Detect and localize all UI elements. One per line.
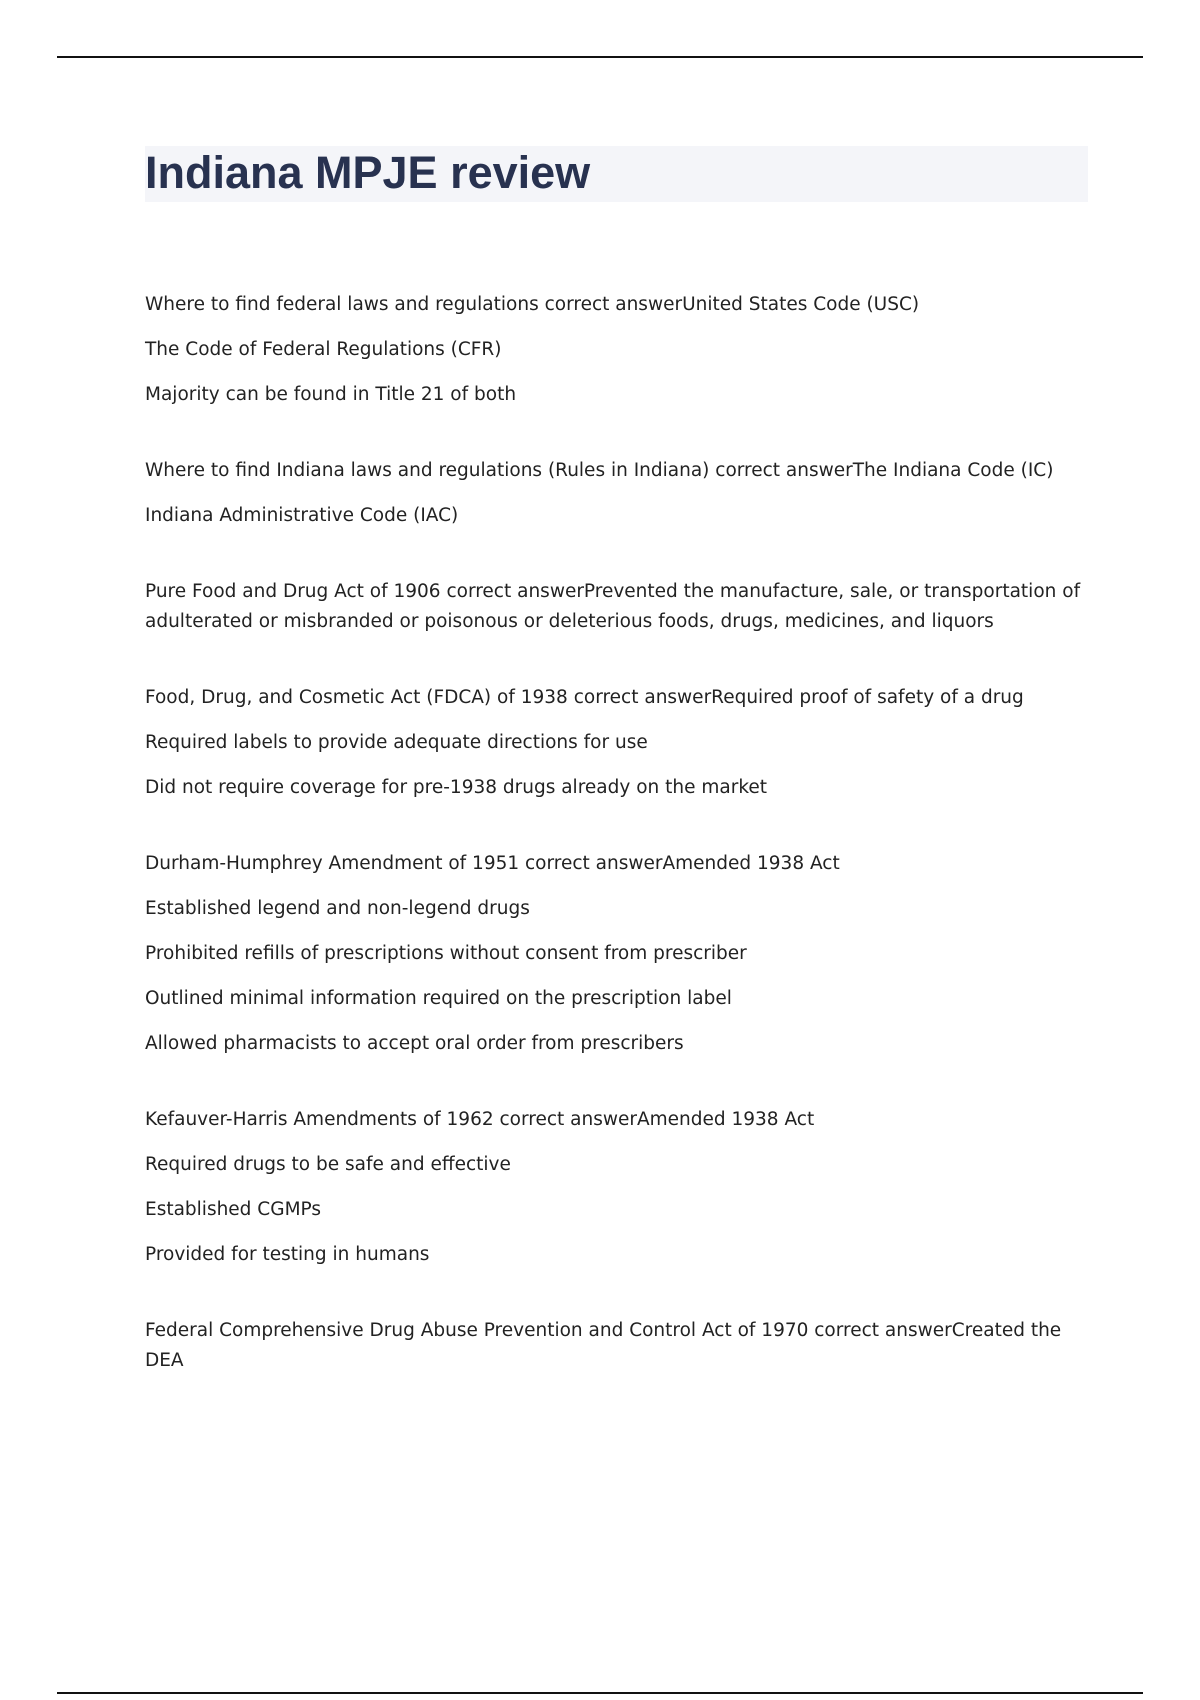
- entry-line: Federal Comprehensive Drug Abuse Prevention and Control Act of 1970 correct answerCreated the DEA: [145, 1320, 1062, 1371]
- qa-entry: [145, 683, 1085, 803]
- entry-line: Did not require coverage for pre-1938 drugs already on the market: [145, 777, 768, 798]
- qa-entry: [145, 456, 1085, 531]
- entry-line: The Code of Federal Regulations (CFR): [145, 339, 502, 360]
- qa-entry: [145, 1316, 1085, 1376]
- entry-line: Where to find federal laws and regulations correct answerUnited States Code (USC): [145, 294, 920, 315]
- entry-line: Allowed pharmacists to accept oral order from prescribers: [145, 1033, 684, 1054]
- entry-line: Provided for testing in humans: [145, 1244, 430, 1265]
- entry-line: Indiana Administrative Code (IAC): [145, 505, 459, 526]
- document-body: [145, 290, 1085, 1422]
- qa-entry: [145, 1105, 1085, 1270]
- entry-line: Food, Drug, and Cosmetic Act (FDCA) of 1938 correct answerRequired proof of safety of a drug: [145, 687, 1024, 708]
- entry-line: Prohibited refills of prescriptions without consent from prescriber: [145, 943, 747, 964]
- entry-line: Kefauver-Harris Amendments of 1962 correct answerAmended 1938 Act: [145, 1109, 815, 1130]
- entry-line: Durham-Humphrey Amendment of 1951 correct answerAmended 1938 Act: [145, 853, 840, 874]
- top-rule: [57, 56, 1143, 58]
- qa-entry: [145, 290, 1085, 410]
- entry-line: Established legend and non-legend drugs: [145, 898, 530, 919]
- bottom-rule: [57, 1692, 1143, 1694]
- page-title: Indiana MPJE review: [145, 147, 591, 198]
- entry-line: Outlined minimal information required on the prescription label: [145, 988, 732, 1009]
- qa-entry: [145, 849, 1085, 1059]
- entry-line: Required labels to provide adequate directions for use: [145, 732, 648, 753]
- entry-line: Majority can be found in Title 21 of both: [145, 384, 517, 405]
- entry-line: Pure Food and Drug Act of 1906 correct answerPrevented the manufacture, sale, or transportation of adulterated or misbranded or poisonous or deleterious foods, drugs, medicines, and liquors: [145, 581, 1081, 632]
- entry-line: Required drugs to be safe and effective: [145, 1154, 511, 1175]
- entry-line: Where to find Indiana laws and regulations (Rules in Indiana) correct answerThe Indiana Code (IC): [145, 460, 1054, 481]
- qa-entry: [145, 577, 1085, 637]
- entry-line: Established CGMPs: [145, 1199, 321, 1220]
